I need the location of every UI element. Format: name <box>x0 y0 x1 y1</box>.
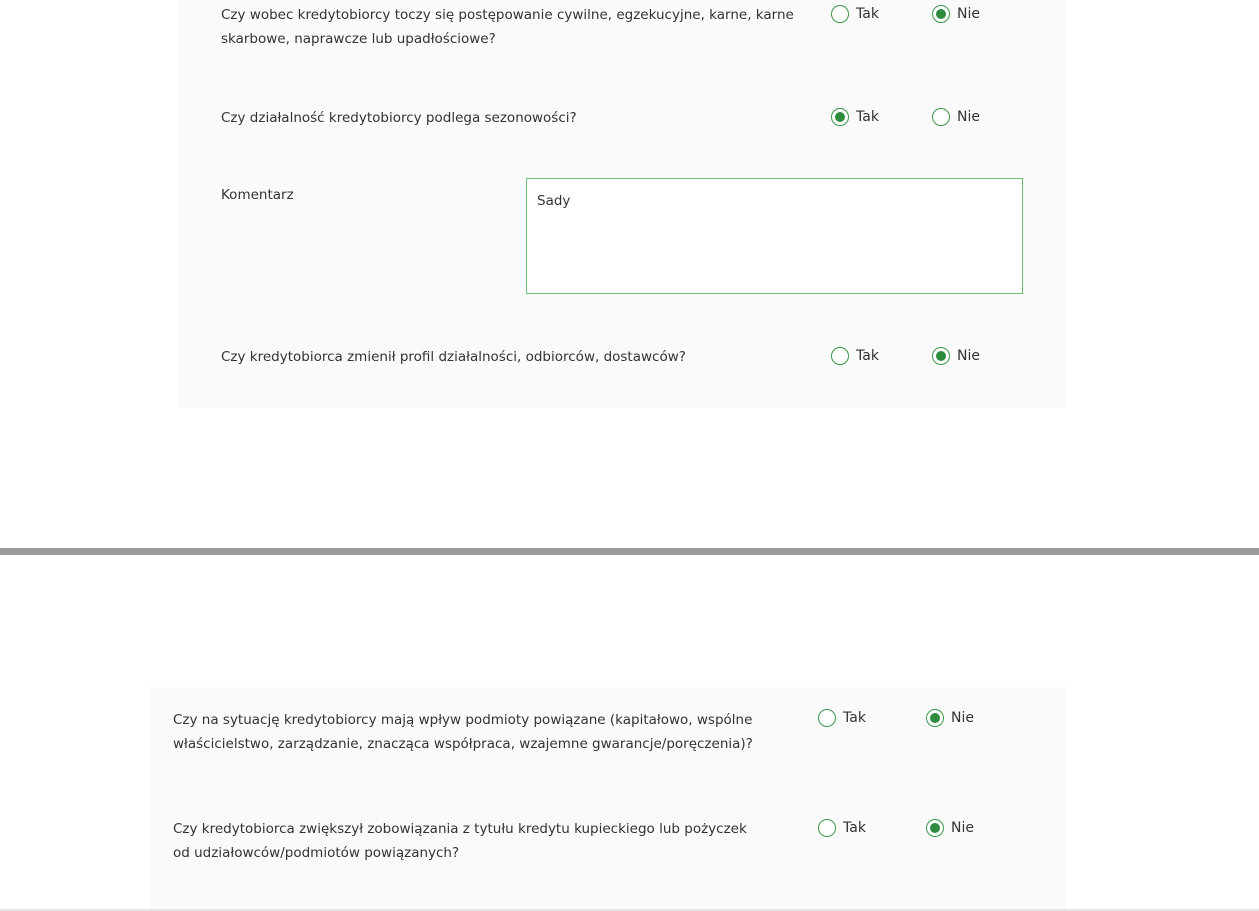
radio-circle-icon <box>831 5 849 23</box>
question-profile-change <box>221 345 686 369</box>
question-seasonality <box>221 106 577 130</box>
question-text: Czy kredytobiorca zmienił profil działalności, odbiorców, dostawców? <box>221 349 686 365</box>
radio-trade-credit-no[interactable] <box>926 819 974 837</box>
radio-trade-credit-yes[interactable] <box>818 819 866 837</box>
question-text-line2: od udziałowców/podmiotów powiązanych? <box>173 845 460 861</box>
radio-related-entities-yes[interactable] <box>818 709 866 727</box>
comment-textarea[interactable]: Sady <box>526 178 1023 294</box>
question-text-line1: Czy na sytuację kredytobiorcy mają wpływ podmioty powiązane (kapitałowo, wspólne <box>173 712 753 728</box>
question-text: Czy działalność kredytobiorcy podlega sezonowości? <box>221 110 577 126</box>
question-text-line1: Czy wobec kredytobiorcy toczy się postępowanie cywilne, egzekucyjne, karne, karne <box>221 7 794 23</box>
radio-related-entities-no[interactable] <box>926 709 974 727</box>
radio-label-yes: Tak <box>856 348 879 364</box>
radio-circle-icon <box>932 108 950 126</box>
radio-label-yes: Tak <box>843 710 866 726</box>
radio-label-yes: Tak <box>856 6 879 22</box>
section-divider <box>0 548 1259 555</box>
radio-circle-icon <box>831 347 849 365</box>
question-trade-credit <box>173 817 747 865</box>
radio-seasonality-no[interactable] <box>932 108 980 126</box>
radio-label-no: Nie <box>957 109 980 125</box>
radio-label-no: Nie <box>951 710 974 726</box>
radio-seasonality-yes[interactable] <box>831 108 879 126</box>
radio-profile-change-no[interactable] <box>932 347 980 365</box>
comment-label: Komentarz <box>221 187 294 203</box>
question-text-line2: skarbowe, naprawcze lub upadłościowe? <box>221 31 496 47</box>
radio-profile-change-yes[interactable] <box>831 347 879 365</box>
radio-circle-icon <box>818 819 836 837</box>
radio-label-no: Nie <box>957 348 980 364</box>
radio-circle-icon <box>818 709 836 727</box>
radio-circle-icon <box>831 108 849 126</box>
radio-legal-proceedings-yes[interactable] <box>831 5 879 23</box>
radio-circle-icon <box>926 819 944 837</box>
radio-legal-proceedings-no[interactable] <box>932 5 980 23</box>
radio-label-no: Nie <box>951 820 974 836</box>
question-text-line1: Czy kredytobiorca zwiększył zobowiązania z tytułu kredytu kupieckiego lub pożyczek <box>173 821 747 837</box>
radio-circle-icon <box>932 347 950 365</box>
radio-circle-icon <box>932 5 950 23</box>
question-legal-proceedings <box>221 3 794 51</box>
radio-circle-icon <box>926 709 944 727</box>
question-related-entities <box>173 708 753 756</box>
radio-label-no: Nie <box>957 6 980 22</box>
question-text-line2: właścicielstwo, zarządzanie, znacząca współpraca, wzajemne gwarancje/poręczenia)? <box>173 736 753 752</box>
radio-label-yes: Tak <box>856 109 879 125</box>
radio-label-yes: Tak <box>843 820 866 836</box>
